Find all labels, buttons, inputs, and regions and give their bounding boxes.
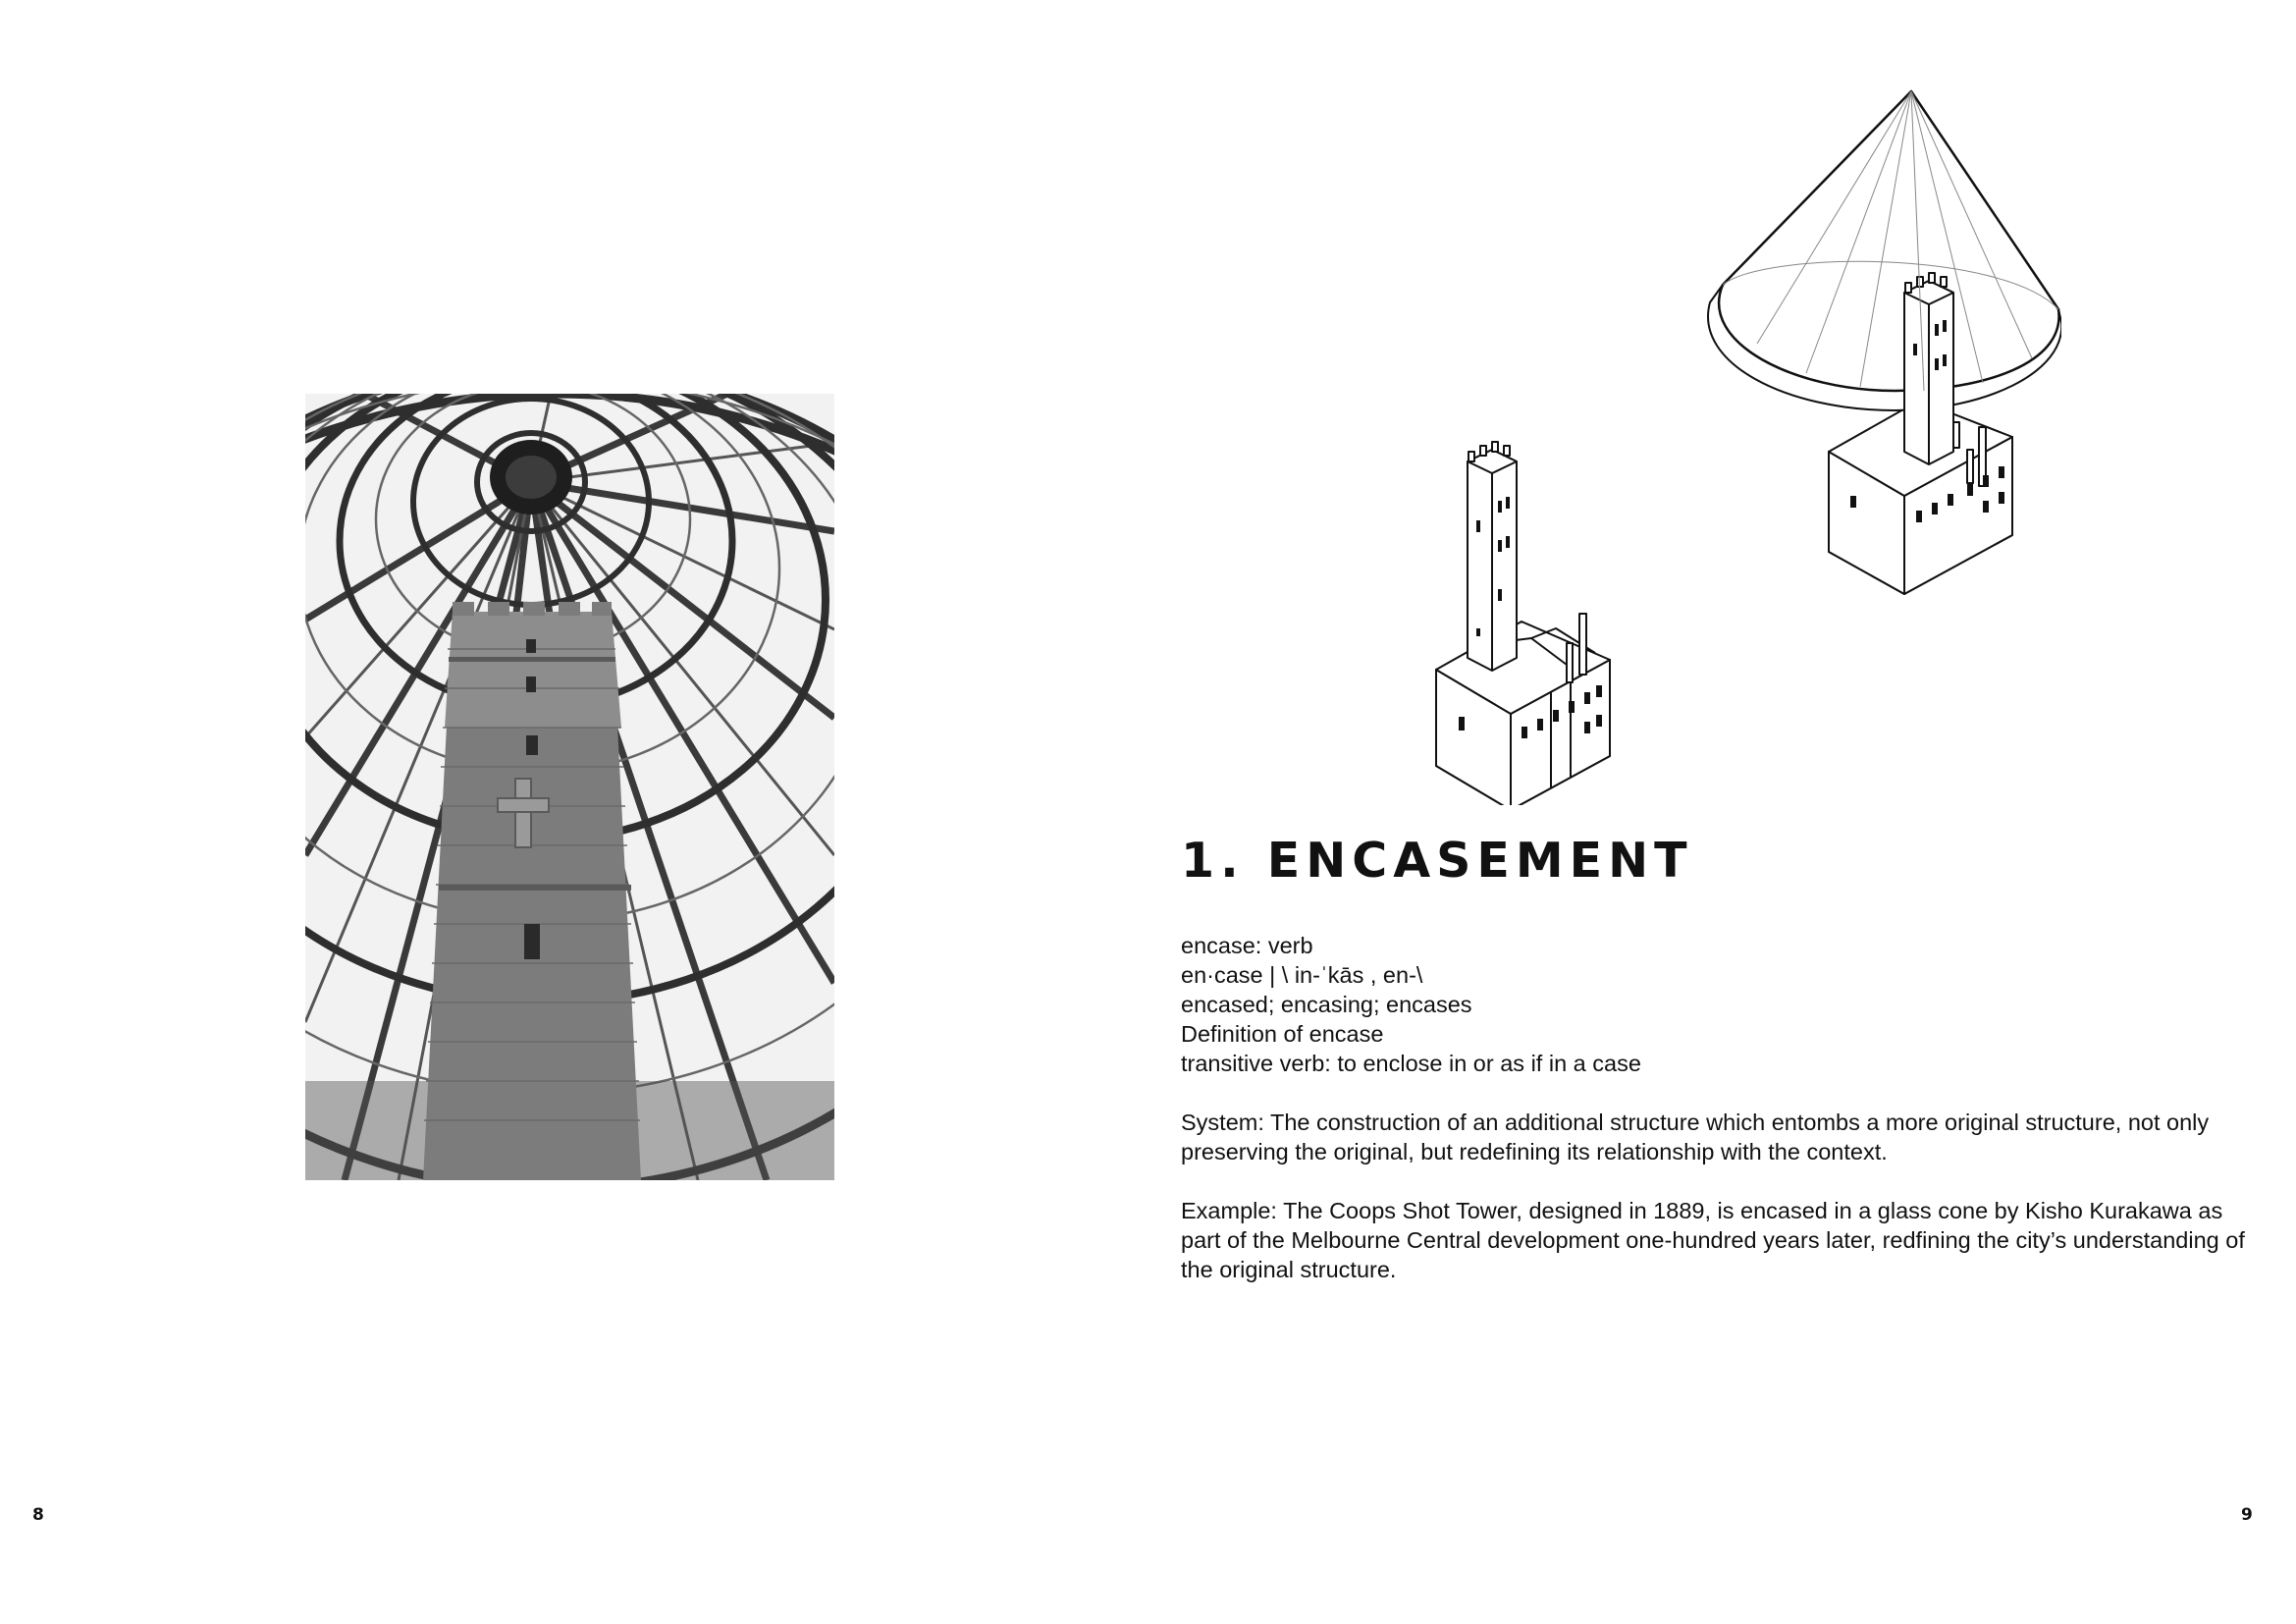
example-paragraph: Example: The Coops Shot Tower, designed in 1889, is encased in a glass cone by Kisho Kurakawa as part of the Melbourne Central development one-hundred years later, redfining the city’s understanding of the original structure. (1181, 1198, 2245, 1282)
page-number-right: 9 (2241, 1505, 2253, 1525)
definition-line: transitive verb: to enclose in or as if in a case (1181, 1051, 1641, 1076)
definition-line: en·case | \ in-ˈkās , en-\ (1181, 962, 1423, 988)
definition-block (1181, 931, 2261, 1078)
definition-line: encased; encasing; encases (1181, 992, 1472, 1017)
shot-tower-photo (305, 394, 834, 1180)
section-heading: 1. ENCASEMENT (1181, 833, 1693, 889)
definition-line: encase: verb (1181, 933, 1313, 958)
shot-tower-photo-image (305, 394, 834, 1180)
body-text (1181, 931, 2261, 1284)
definition-line: Definition of encase (1181, 1021, 1384, 1047)
system-paragraph: System: The construction of an additional structure which entombs a more original structure, not only preserving the original, but redefining its relationship with the context. (1181, 1110, 2210, 1164)
encasement-isometric-diagram (1374, 79, 2061, 805)
page-number-left: 8 (32, 1505, 44, 1525)
